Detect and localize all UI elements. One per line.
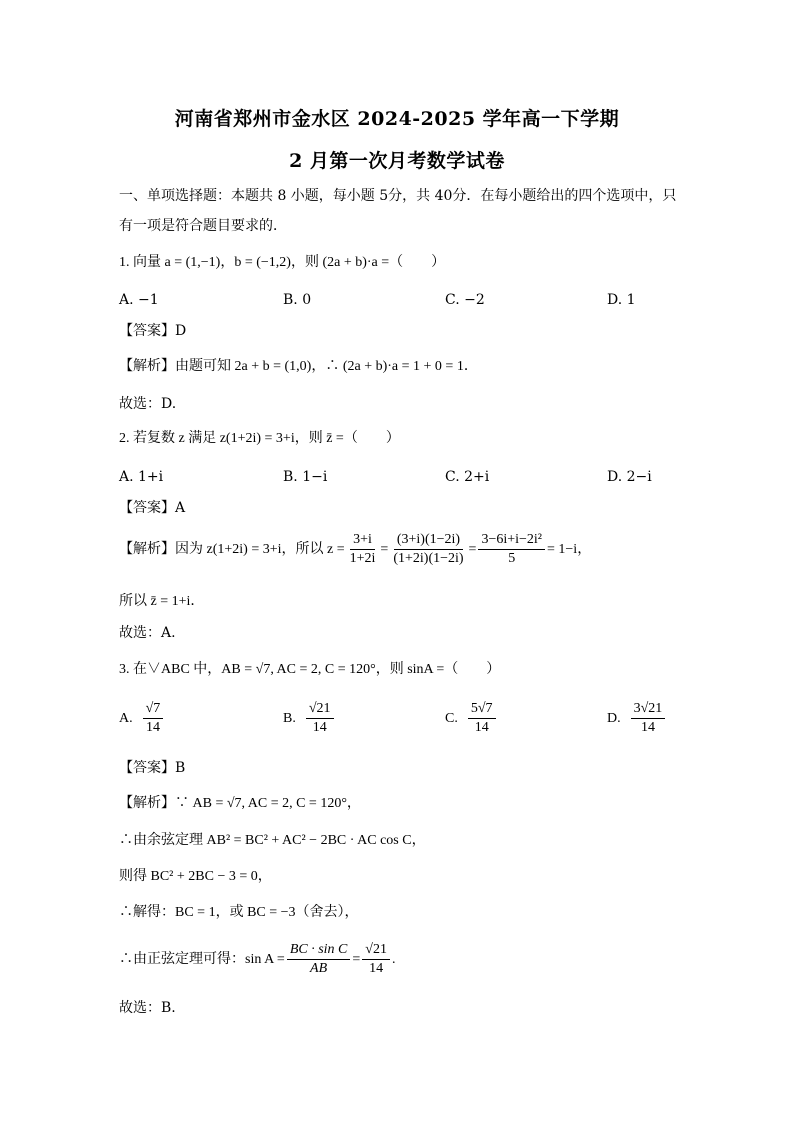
q2-option-d: D. 2−i bbox=[607, 469, 652, 485]
q3-analysis-line-2: ∴由余弦定理 AB² = BC² + AC² − 2BC · AC cos C， bbox=[119, 833, 426, 848]
q2-fraction-2-denominator: (1+2i)(1−2i) bbox=[393, 551, 464, 566]
q3-option-d-denominator: 14 bbox=[640, 720, 655, 735]
q3-option-a-denominator: 14 bbox=[145, 720, 160, 735]
q3-option-b-numerator: √21 bbox=[306, 700, 334, 719]
q2-option-a: A. 1+i bbox=[119, 469, 164, 485]
q2-fraction-3-denominator: 5 bbox=[508, 551, 516, 566]
q3-option-a bbox=[119, 700, 165, 737]
q3-option-d-fraction bbox=[631, 700, 666, 737]
q3-analysis-line-3: 则得 BC² + 2BC − 3 = 0， bbox=[119, 869, 272, 884]
q2-answer: 【答案】A bbox=[119, 500, 186, 516]
q3-analysis-5-fraction-2-numerator: √21 bbox=[362, 941, 390, 960]
q2-fraction-2 bbox=[390, 531, 466, 568]
q3-option-c-denominator: 14 bbox=[474, 720, 489, 735]
q3-conclusion: 故选：B. bbox=[119, 1000, 176, 1016]
q3-analysis-line-1: 【解析】∵ AB = √7, AC = 2, C = 120°， bbox=[119, 796, 361, 811]
q3-option-c-label: C. bbox=[445, 710, 458, 726]
q3-analysis-line-4: ∴解得：BC = 1，或 BC = −3（舍去）， bbox=[119, 905, 359, 920]
q3-option-a-numerator: √7 bbox=[143, 700, 164, 719]
q3-analysis-5-prefix: ∴由正弦定理可得：sin A = bbox=[119, 951, 285, 967]
q3-option-a-label: A. bbox=[119, 710, 133, 726]
q2-stem: 2. 若复数 z 满足 z(1+2i) = 3+i，则 z̄ =（ ） bbox=[119, 431, 400, 446]
q3-analysis-5-fraction-1 bbox=[287, 941, 351, 978]
q2-fraction-1-numerator: 3+i bbox=[350, 531, 375, 550]
q3-option-b-label: B. bbox=[283, 710, 296, 726]
q1-answer: 【答案】D bbox=[119, 323, 187, 339]
q3-answer: 【答案】B bbox=[119, 760, 186, 776]
q3-analysis-5-fraction-2-denominator: 14 bbox=[369, 961, 384, 976]
q3-option-b-denominator: 14 bbox=[312, 720, 327, 735]
q3-option-d bbox=[607, 700, 667, 737]
q2-fraction-1-denominator: 1+2i bbox=[349, 551, 376, 566]
document-title-line-2: 2 月第一次月考数学试卷 bbox=[289, 150, 505, 172]
q2-conclusion: 故选：A. bbox=[119, 625, 176, 641]
q3-option-c-numerator: 5√7 bbox=[468, 700, 496, 719]
q3-option-d-label: D. bbox=[607, 710, 621, 726]
q2-fraction-3-numerator: 3−6i+i−2i² bbox=[478, 531, 545, 550]
q2-analysis-line-2: 所以 z̄ = 1+i． bbox=[119, 594, 205, 609]
q1-option-b: B. 0 bbox=[283, 292, 312, 308]
q2-fraction-1 bbox=[347, 531, 379, 568]
section-intro-line-2: 有一项是符合题目要求的． bbox=[119, 218, 287, 234]
q3-option-c bbox=[445, 700, 498, 737]
q1-option-a: A. −1 bbox=[119, 292, 159, 308]
q3-analysis-line-5: ∴由正弦定理可得：sin A = $\frac{\text{BC · sin C}}{AB}$ = $\frac{√21}{14}$ . bbox=[119, 942, 396, 976]
q1-option-d: D. 1 bbox=[607, 292, 636, 308]
section-intro-line-1: 一、单项选择题：本题共 8 小题，每小题 5分，共 40分．在每小题给出的四个选项中，只 bbox=[119, 188, 677, 204]
q3-option-a-fraction bbox=[143, 700, 164, 737]
q3-analysis-5-fraction-1-denominator: AB bbox=[310, 961, 328, 976]
q3-analysis-5-fraction-1-numerator: BC · sin C bbox=[287, 941, 351, 960]
document-title-line-1: 河南省郑州市金水区 2024-2025 学年高一下学期 bbox=[174, 108, 620, 130]
q2-option-c: C. 2+i bbox=[445, 469, 490, 485]
q1-option-c: C. −2 bbox=[445, 292, 485, 308]
q2-analysis-prefix: 【解析】因为 z(1+2i) = 3+i，所以 z = bbox=[119, 541, 345, 557]
q2-option-b: B. 1−i bbox=[283, 469, 328, 485]
q1-analysis: 【解析】由题可知 2a + b = (1,0)，∴ (2a + b)·a = 1 + 0 = 1． bbox=[119, 359, 478, 374]
q3-option-b bbox=[283, 700, 336, 737]
q3-option-d-numerator: 3√21 bbox=[631, 700, 666, 719]
q3-option-b-fraction bbox=[306, 700, 334, 737]
q2-fraction-3 bbox=[478, 531, 545, 568]
q2-analysis-suffix: = 1−i， bbox=[547, 541, 592, 557]
q1-conclusion: 故选：D. bbox=[119, 396, 177, 412]
q3-stem: 3. 在∨ABC 中，AB = √7, AC = 2, C = 120°，则 sinA =（ ） bbox=[119, 662, 501, 677]
q2-analysis: 【解析】因为 z(1+2i) = 3+i，所以 z = $\frac{3+i}{1+2i}$ = $\frac{(3+i)(1-2i)}{(1+2i)(1-2i)}$ = $\frac{\text{3−6i+i−2i²}}{5}$ = 1−i， bbox=[119, 532, 592, 566]
q2-fraction-2-numerator: (3+i)(1−2i) bbox=[394, 531, 463, 550]
q3-option-c-fraction bbox=[468, 700, 496, 737]
q3-analysis-5-fraction-2 bbox=[362, 941, 390, 978]
q1-stem: 1. 向量 a = (1,−1)，b = (−1,2)，则 (2a + b)·a =（ ） bbox=[119, 255, 446, 270]
